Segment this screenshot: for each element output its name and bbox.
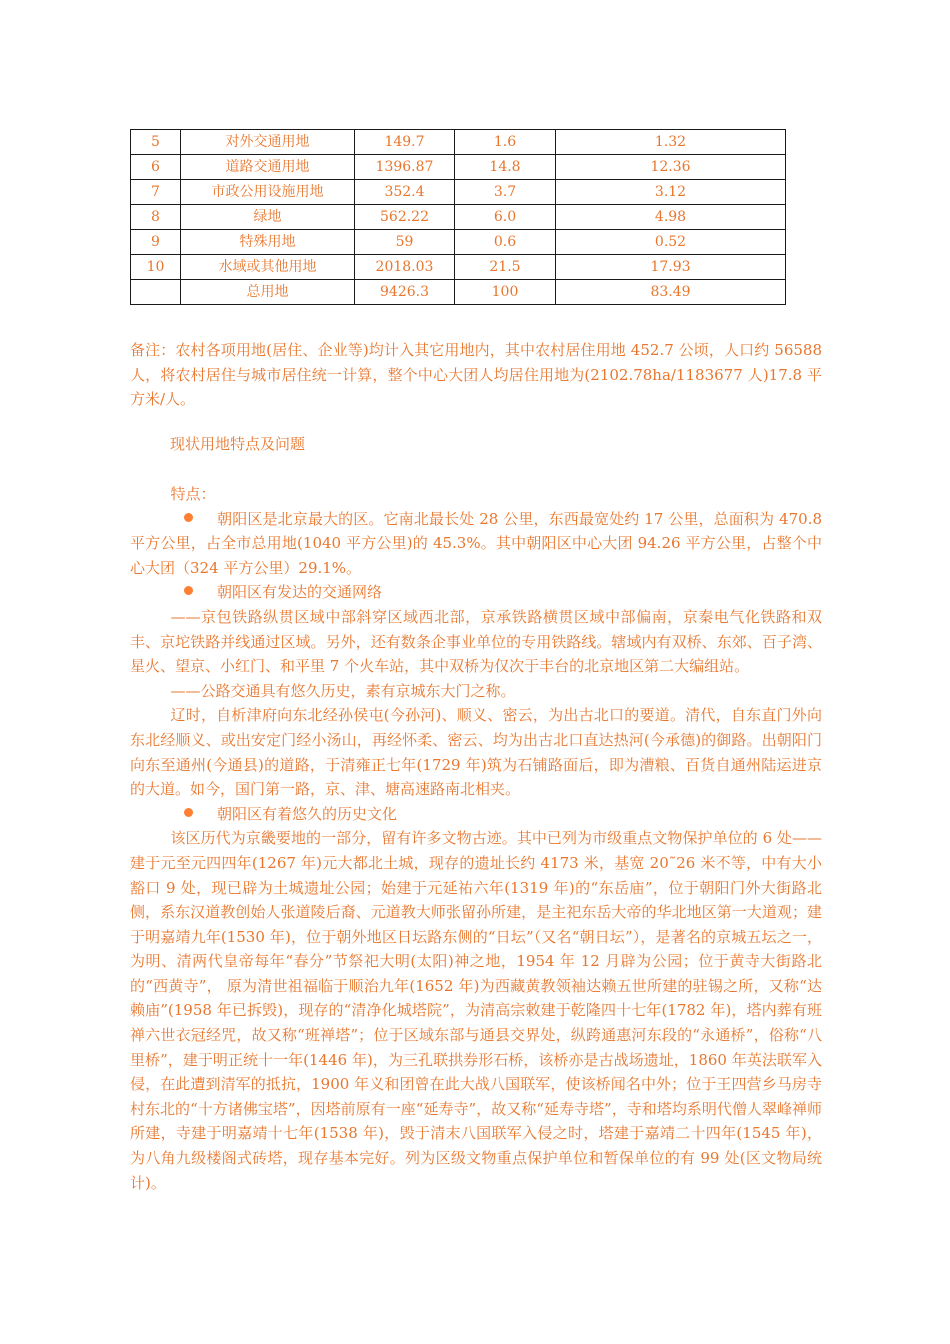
bullet-item-transport (130, 580, 822, 605)
table-row (131, 180, 786, 205)
table-cell: 5 (131, 130, 181, 155)
bullet-dot-icon (184, 513, 193, 522)
table-cell: 149.7 (355, 130, 455, 155)
table-row (131, 255, 786, 280)
features-section (130, 482, 822, 1195)
table-cell: 3.7 (455, 180, 556, 205)
table-row (131, 205, 786, 230)
table-cell: 绿地 (181, 205, 355, 230)
bullet-dot-icon (184, 808, 193, 817)
table-row (131, 280, 786, 305)
table-cell: 对外交通用地 (181, 130, 355, 155)
table-cell: 59 (355, 230, 455, 255)
table-cell: 道路交通用地 (181, 155, 355, 180)
land-use-table (130, 129, 786, 305)
table-cell: 10 (131, 255, 181, 280)
paragraph-heritage: 该区历代为京畿要地的一部分，留有许多文物古迹。其中已列为市级重点文物保护单位的 6 处——建于元至元四四年(1267 年)元大都北土城，现存的遗址长约 4173 米，基宽 20˜26 米不等，中有大小豁口 9 处，现已辟为土城遗址公园；始建于元延祐六年(1319 年)的“东岳庙”，位于朝阳门外大街路北侧，系东汉道教创始人张道陵后裔、元道教大师张留孙所建，是主祀东岳大帝的华北地区第一大道观；建于明嘉靖九年(1530 年)，位于朝外地区日坛路东侧的“日坛”（又名“朝日坛”），是著名的京城五坛之一，为明、清两代皇帝每年“春分”节祭祀大明(太阳)神之地，1954 年 12 月辟为公园；位于黄寺大街路北的“西黄寺”， 原为清世祖福临于顺治九年(1652 年)为西藏黄教领袖达赖五世所建的驻锡之所，又称“达赖庙”(1958 年已拆毁)，现存的“清净化城塔院”，为清高宗敕建于乾隆四十七年(1782 年)，塔内葬有班禅六世衣冠经咒，故又称“班禅塔”；位于区域东部与通县交界处，纵跨通惠河东段的“永通桥”，俗称“八里桥”，建于明正统十一年(1446 年)，为三孔联拱券形石桥，该桥亦是古战场遗址，1860 年英法联军入侵，在此遭到清军的抵抗，1900 年义和团曾在此大战八国联军，使该桥闻名中外；位于王四营乡马房寺村东北的“十方诸佛宝塔”，因塔前原有一座“延寿寺”，故又称“延寿寺塔”，寺和塔均系明代僧人翠峰禅师所建，寺建于明嘉靖十七年(1538 年)，毁于清末八国联军入侵之时，塔建于嘉靖二十四年(1545 年)，为八角九级楼阁式砖塔，现存基本完好。列为区级文物重点保护单位和暂保单位的有 99 处(区文物局统计)。 (130, 829, 822, 1192)
table-cell: 总用地 (181, 280, 355, 305)
land-use-table-body (131, 130, 786, 305)
table-cell: 562.22 (355, 205, 455, 230)
table-cell: 21.5 (455, 255, 556, 280)
table-cell: 9 (131, 230, 181, 255)
table-cell: 市政公用设施用地 (181, 180, 355, 205)
bullet-text: 朝阳区有着悠久的历史文化 (217, 804, 398, 823)
bullet-item-culture (130, 802, 822, 827)
table-cell: 7 (131, 180, 181, 205)
table-cell: 4.98 (556, 205, 786, 230)
table-cell: 1.6 (455, 130, 556, 155)
table-cell: 12.36 (556, 155, 786, 180)
table-cell: 3.12 (556, 180, 786, 205)
bullet-text: 朝阳区有发达的交通网络 (217, 583, 383, 602)
table-cell: 9426.3 (355, 280, 455, 305)
table-cell: 水域或其他用地 (181, 255, 355, 280)
paragraph-railway: ——京包铁路纵贯区域中部斜穿区域西北部，京承铁路横贯区域中部偏南，京秦电气化铁路和双丰、京坨铁路并线通过区域。另外，还有数条企事业单位的专用铁路线。辖域内有双桥、东郊、百子湾、星火、望京、小红门、和平里 7 个火车站，其中双桥为仅次于丰台的北京地区第二大编组站。 (130, 607, 822, 676)
table-cell: 17.93 (556, 255, 786, 280)
table-row (131, 130, 786, 155)
table-cell: 14.8 (455, 155, 556, 180)
table-cell: 6.0 (455, 205, 556, 230)
bullet-dot-icon (184, 586, 193, 595)
table-row (131, 230, 786, 255)
paragraph-highway: ——公路交通具有悠久历史，素有京城东大门之称。 (170, 681, 516, 700)
table-cell: 8 (131, 205, 181, 230)
table-cell: 1396.87 (355, 155, 455, 180)
table-cell: 特殊用地 (181, 230, 355, 255)
table-cell: 2018.03 (355, 255, 455, 280)
table-cell: 100 (455, 280, 556, 305)
paragraph-history-roads: 辽时，自析津府向东北经孙侯屯(今孙河)、顺义、密云，为出古北口的要道。清代，自东直门外向东北经顺义、或出安定门经小汤山，再经怀柔、密云、均为出古北口直达热河(今承德)的御路。出朝阳门向东至通州(今通县)的道路，于清雍正七年(1729 年)筑为石铺路面后，即为漕粮、百货自通州陆运进京的大道。如今，国门第一路，京、津、塘高速路南北相夹。 (130, 706, 822, 799)
table-cell: 83.49 (556, 280, 786, 305)
bullet-text: 朝阳区是北京最大的区。它南北最长处 28 公里，东西最宽处约 17 公里，总面积为 470.8 平方公里，占全市总用地(1040 平方公里)的 45.3%。其中朝阳区中心大团 94.26 平方公里，占整个中心大团（324 平方公里）29.1%。 (130, 509, 822, 577)
table-cell: 1.32 (556, 130, 786, 155)
table-row (131, 155, 786, 180)
section-heading: 现状用地特点及问题 (170, 435, 306, 453)
table-cell: 0.6 (455, 230, 556, 255)
features-label: 特点： (170, 485, 216, 503)
table-cell: 0.52 (556, 230, 786, 255)
table-cell: 352.4 (355, 180, 455, 205)
table-note: 备注：农村各项用地(居住、企业等)均计入其它用地内，其中农村居住用地 452.7 公顷，人口约 56588 人，将农村居住与城市居住统一计算，整个中心大团人均居住用地为(2102.78ha/1183677 人)17.8 平方米/人。 (130, 341, 822, 409)
bullet-item-area (130, 507, 822, 581)
table-cell (131, 280, 181, 305)
table-cell: 6 (131, 155, 181, 180)
